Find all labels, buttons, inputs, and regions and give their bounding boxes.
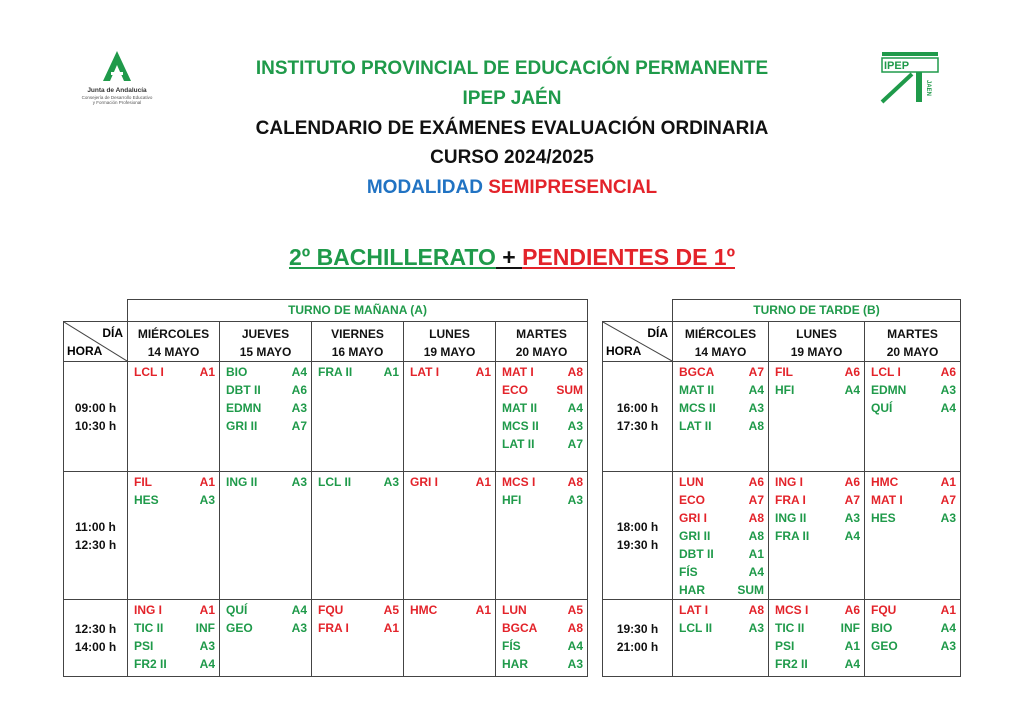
exam-room: A8 — [748, 603, 764, 617]
exam-room: A7 — [291, 419, 307, 433]
exam-subject: GRI I — [410, 475, 439, 489]
exam-entry — [220, 473, 311, 491]
exam-room: A1 — [940, 603, 956, 617]
exam-subject: BIO — [226, 365, 248, 379]
afternoon-day-date: 20 MAYO — [886, 345, 939, 359]
exam-room: INF — [195, 621, 215, 635]
exam-entry — [404, 363, 495, 381]
exam-room: A1 — [199, 603, 215, 617]
exam-room: A6 — [748, 475, 764, 489]
morning-slot-row — [64, 600, 588, 677]
exam-subject: FRA I — [318, 621, 349, 635]
morning-time-end: 12:30 h — [74, 537, 117, 552]
afternoon-exam-cell — [673, 472, 769, 600]
ipep-logo-text: IPEP — [884, 60, 910, 72]
exam-entry — [673, 563, 768, 581]
exam-subject: LUN — [679, 475, 704, 489]
exam-entry — [673, 417, 768, 435]
afternoon-corner — [603, 322, 672, 361]
course-year: CURSO 2024/2025 — [430, 147, 594, 168]
exam-entry — [769, 527, 864, 545]
exam-entry — [496, 473, 587, 491]
exam-entry — [865, 363, 960, 381]
exam-subject: QUÍ — [871, 401, 893, 415]
exam-entry — [496, 381, 587, 399]
afternoon-slot-row — [603, 362, 961, 472]
exam-entry — [404, 601, 495, 619]
morning-day-date: 20 MAYO — [515, 345, 568, 359]
exam-room: A1 — [475, 365, 491, 379]
afternoon-exam-cell — [673, 600, 769, 677]
exam-room: A4 — [748, 565, 764, 579]
exam-room: A4 — [748, 383, 764, 397]
exam-room: A6 — [291, 383, 307, 397]
morning-day-name: VIERNES — [331, 327, 384, 341]
exam-subject: ING II — [226, 475, 258, 489]
morning-exam-cell — [404, 472, 496, 600]
exam-subject: LCL I — [871, 365, 901, 379]
exam-entry — [673, 619, 768, 637]
exam-entry — [128, 363, 219, 381]
morning-day-header-row — [64, 322, 588, 362]
exam-subject: FÍS — [502, 639, 521, 653]
morning-exam-cell — [496, 600, 588, 677]
morning-exam-cell — [496, 362, 588, 472]
exam-subject: ING I — [775, 475, 804, 489]
exam-subject: EDMN — [226, 401, 262, 415]
subtitle-plus: + — [495, 244, 523, 270]
exam-entry — [673, 581, 768, 599]
morning-exam-cell — [404, 362, 496, 472]
exam-entry — [673, 363, 768, 381]
logo-left-sub2: y Formación Profesional — [92, 100, 142, 105]
exam-room: A3 — [567, 657, 583, 671]
morning-time-start: 12:30 h — [74, 622, 117, 636]
morning-corner — [64, 322, 127, 361]
exam-entry — [128, 655, 219, 673]
exam-subject: FÍS — [679, 565, 698, 579]
exam-subject: GEO — [871, 639, 898, 653]
exam-entry — [496, 399, 587, 417]
exam-room: A1 — [199, 365, 215, 379]
exam-room: A5 — [567, 603, 583, 617]
exam-subject: LCL I — [134, 365, 164, 379]
afternoon-turno-spacer — [603, 300, 673, 322]
exam-subject: LAT I — [410, 365, 440, 379]
exam-entry — [496, 491, 587, 509]
exam-room: A4 — [844, 383, 860, 397]
exam-entry — [865, 381, 960, 399]
afternoon-day-header — [865, 322, 961, 362]
exam-subject: GRI II — [226, 419, 258, 433]
subtitle-bachillerato: 2º BACHILLERATO — [288, 244, 496, 270]
exam-subject: EDMN — [871, 383, 907, 397]
exam-subject: MCS II — [502, 419, 539, 433]
morning-day-header — [312, 322, 404, 362]
morning-turno-row — [64, 300, 588, 322]
morning-exam-cell — [128, 600, 220, 677]
exam-room: A6 — [844, 365, 860, 379]
institution-title: INSTITUTO PROVINCIAL DE EDUCACIÓN PERMANENTE — [255, 58, 769, 79]
exam-entry — [220, 417, 311, 435]
exam-subject: LAT I — [679, 603, 709, 617]
morning-time-cell — [64, 362, 128, 472]
exam-room: A3 — [748, 401, 764, 415]
morning-day-date: 15 MAYO — [239, 345, 292, 359]
exam-room: A6 — [844, 475, 860, 489]
exam-entry — [673, 527, 768, 545]
exam-entry — [404, 473, 495, 491]
exam-entry — [220, 601, 311, 619]
exam-entry — [673, 601, 768, 619]
exam-entry — [769, 491, 864, 509]
exam-subject: BGCA — [502, 621, 538, 635]
morning-time-start: 11:00 h — [75, 519, 116, 534]
morning-exam-cell — [220, 362, 312, 472]
exam-entry — [496, 655, 587, 673]
exam-subject: DBT II — [679, 547, 714, 561]
exam-room: A1 — [844, 639, 860, 653]
exam-room: A1 — [199, 475, 215, 489]
morning-day-date: 16 MAYO — [331, 345, 384, 359]
exam-entry — [865, 619, 960, 637]
exam-room: A4 — [291, 365, 307, 379]
afternoon-exam-cell — [865, 472, 961, 600]
exam-room: A1 — [475, 475, 491, 489]
morning-day-name: MIÉRCOLES — [137, 327, 210, 341]
afternoon-exam-cell — [769, 472, 865, 600]
exam-subject: MCS II — [679, 401, 716, 415]
exam-entry — [220, 363, 311, 381]
exam-entry — [220, 399, 311, 417]
afternoon-exam-cell — [865, 362, 961, 472]
morning-turno-spacer — [64, 300, 128, 322]
exam-room: A8 — [567, 365, 583, 379]
afternoon-day-header — [769, 322, 865, 362]
exam-entry — [312, 619, 403, 637]
exam-entry — [128, 619, 219, 637]
exam-subject: MCS I — [775, 603, 809, 617]
exam-entry — [769, 601, 864, 619]
morning-exam-cell — [312, 472, 404, 600]
exam-subject: FRA I — [775, 493, 806, 507]
afternoon-time-cell — [603, 362, 673, 472]
exam-entry — [769, 637, 864, 655]
exam-entry — [220, 619, 311, 637]
exam-subject: GRI II — [679, 529, 711, 543]
exam-subject: PSI — [775, 639, 795, 653]
exam-room: A3 — [844, 511, 860, 525]
exam-entry — [865, 473, 960, 491]
exam-room: A8 — [748, 419, 764, 433]
exam-subject: GRI I — [679, 511, 708, 525]
morning-exam-cell — [128, 472, 220, 600]
morning-slot-row — [64, 472, 588, 600]
exam-subject: MAT II — [502, 401, 538, 415]
exam-subject: LAT II — [679, 419, 712, 433]
morning-corner-hora: HORA — [67, 344, 103, 358]
exam-subject: DBT II — [226, 383, 261, 397]
morning-corner-cell — [64, 322, 128, 362]
exam-room: A5 — [383, 603, 399, 617]
exam-subject: PSI — [134, 639, 154, 653]
exam-subject: QUÍ — [226, 603, 248, 617]
calendar-title: CALENDARIO DE EXÁMENES EVALUACIÓN ORDINARIA — [255, 118, 769, 139]
exam-entry — [673, 381, 768, 399]
exam-entry — [673, 509, 768, 527]
afternoon-time-end: 19:30 h — [616, 537, 659, 552]
exam-room: A3 — [291, 475, 307, 489]
exam-room: A3 — [567, 419, 583, 433]
exam-entry — [496, 435, 587, 453]
exam-room: A3 — [199, 639, 215, 653]
morning-day-header — [496, 322, 588, 362]
exam-subject: FRA II — [318, 365, 353, 379]
afternoon-exam-cell — [865, 600, 961, 677]
exam-entry — [496, 619, 587, 637]
afternoon-time-cell — [603, 600, 673, 677]
exam-subject: TIC II — [134, 621, 164, 635]
exam-subject: FIL — [134, 475, 152, 489]
exam-subject: TIC II — [775, 621, 805, 635]
afternoon-slot-row — [603, 472, 961, 600]
exam-room: A3 — [199, 493, 215, 507]
exam-room: A8 — [567, 621, 583, 635]
afternoon-time-end: 21:00 h — [616, 640, 659, 654]
exam-entry — [673, 399, 768, 417]
exam-subject: MAT II — [679, 383, 715, 397]
exam-room: A7 — [748, 365, 764, 379]
afternoon-turno-row — [603, 300, 961, 322]
exam-entry — [673, 491, 768, 509]
afternoon-corner-cell — [603, 322, 673, 362]
exam-subject: LCL II — [679, 621, 713, 635]
exam-subject: ING I — [134, 603, 163, 617]
exam-room: A8 — [567, 475, 583, 489]
exam-room: A3 — [291, 621, 307, 635]
exam-entry — [496, 417, 587, 435]
exam-entry — [769, 655, 864, 673]
afternoon-day-name: LUNES — [796, 327, 837, 341]
exam-subject: BGCA — [679, 365, 715, 379]
exam-room: A4 — [940, 621, 956, 635]
exam-entry — [865, 491, 960, 509]
exam-entry — [865, 399, 960, 417]
institution-short: IPEP JAÉN — [462, 88, 562, 109]
afternoon-corner-hora: HORA — [606, 344, 642, 358]
afternoon-corner-dia: DÍA — [647, 326, 668, 340]
exam-subject: HES — [134, 493, 159, 507]
exam-entry — [865, 601, 960, 619]
exam-entry — [769, 619, 864, 637]
exam-room: A4 — [844, 529, 860, 543]
exam-subject: FRA II — [775, 529, 810, 543]
afternoon-day-name: MARTES — [887, 327, 938, 341]
morning-turno-header: TURNO DE MAÑANA (A) — [128, 300, 588, 322]
morning-slot-row — [64, 362, 588, 472]
exam-room: A3 — [567, 493, 583, 507]
exam-room: A4 — [567, 401, 583, 415]
exam-entry — [312, 473, 403, 491]
morning-day-header — [220, 322, 312, 362]
subtitle-pendientes: PENDIENTES DE 1º — [522, 244, 735, 270]
exam-entry — [865, 637, 960, 655]
exam-room: A3 — [940, 511, 956, 525]
exam-room: A1 — [940, 475, 956, 489]
afternoon-time-end: 17:30 h — [616, 418, 659, 433]
exam-room: A3 — [291, 401, 307, 415]
exam-entry — [496, 637, 587, 655]
morning-day-name: LUNES — [429, 327, 470, 341]
exam-subject: HAR — [679, 583, 705, 597]
afternoon-time-start: 16:00 h — [616, 400, 659, 415]
morning-schedule-table — [63, 299, 588, 677]
afternoon-day-date: 14 MAYO — [694, 345, 747, 359]
exam-subject: ECO — [679, 493, 706, 507]
exam-room: A3 — [940, 639, 956, 653]
modalidad-line — [0, 176, 1024, 199]
exam-room: A3 — [940, 383, 956, 397]
afternoon-turno-header: TURNO DE TARDE (B) — [673, 300, 961, 322]
exam-subject: HMC — [410, 603, 438, 617]
exam-room: A4 — [199, 657, 215, 671]
exam-subject: HFI — [775, 383, 795, 397]
exam-room: A7 — [940, 493, 956, 507]
exam-room: A6 — [940, 365, 956, 379]
morning-day-name: JUEVES — [241, 327, 290, 341]
exam-subject: FQU — [871, 603, 897, 617]
exam-entry — [865, 509, 960, 527]
exam-room: INF — [840, 621, 860, 635]
morning-time-end: 10:30 h — [74, 418, 117, 433]
exam-subject: MCS I — [502, 475, 536, 489]
exam-entry — [128, 491, 219, 509]
afternoon-exam-cell — [769, 600, 865, 677]
exam-subject: GEO — [226, 621, 253, 635]
exam-subject: HFI — [502, 493, 522, 507]
exam-subject: FR2 II — [775, 657, 808, 671]
exam-room: A7 — [748, 493, 764, 507]
exam-subject: HAR — [502, 657, 528, 671]
morning-day-date: 14 MAYO — [147, 345, 200, 359]
exam-subject: ECO — [502, 383, 529, 397]
afternoon-time-start: 18:00 h — [616, 519, 659, 534]
exam-room: SUM — [556, 383, 583, 397]
afternoon-slot-row — [603, 600, 961, 677]
afternoon-day-header-row — [603, 322, 961, 362]
afternoon-day-date: 19 MAYO — [790, 345, 843, 359]
logo-left-sub1: Consejería de Desarrollo Educativo — [81, 95, 153, 100]
morning-time-end: 14:00 h — [74, 640, 117, 654]
exam-subject: FQU — [318, 603, 344, 617]
morning-time-cell — [64, 600, 128, 677]
exam-entry — [312, 601, 403, 619]
exam-room: A4 — [844, 657, 860, 671]
exam-subject: FR2 II — [134, 657, 167, 671]
afternoon-exam-cell — [673, 362, 769, 472]
exam-subject: HMC — [871, 475, 899, 489]
exam-entry — [496, 601, 587, 619]
modalidad-value: SEMIPRESENCIAL — [488, 177, 658, 198]
exam-subject: HES — [871, 511, 896, 525]
exam-subject: FIL — [775, 365, 793, 379]
morning-day-header — [128, 322, 220, 362]
morning-time-cell — [64, 472, 128, 600]
morning-exam-cell — [312, 362, 404, 472]
exam-subject: LUN — [502, 603, 527, 617]
exam-room: A1 — [383, 621, 399, 635]
exam-room: A7 — [567, 437, 583, 451]
exam-entry — [128, 601, 219, 619]
exam-entry — [769, 363, 864, 381]
exam-entry — [220, 381, 311, 399]
exam-entry — [496, 363, 587, 381]
exam-subject: ING II — [775, 511, 807, 525]
exam-room: A1 — [475, 603, 491, 617]
exam-room: A3 — [748, 621, 764, 635]
modalidad-label: MODALIDAD — [366, 177, 483, 198]
afternoon-day-header — [673, 322, 769, 362]
afternoon-exam-cell — [769, 362, 865, 472]
morning-exam-cell — [496, 472, 588, 600]
exam-entry — [673, 545, 768, 563]
exam-room: SUM — [737, 583, 764, 597]
exam-entry — [673, 473, 768, 491]
exam-room: A4 — [291, 603, 307, 617]
exam-room: A4 — [567, 639, 583, 653]
morning-exam-cell — [128, 362, 220, 472]
morning-exam-cell — [312, 600, 404, 677]
exam-room: A4 — [940, 401, 956, 415]
morning-corner-dia: DÍA — [102, 326, 123, 340]
exam-room: A8 — [748, 529, 764, 543]
exam-room: A1 — [748, 547, 764, 561]
morning-day-name: MARTES — [516, 327, 567, 341]
exam-subject: LCL II — [318, 475, 352, 489]
exam-entry — [128, 637, 219, 655]
afternoon-schedule-table — [602, 299, 961, 677]
exam-room: A7 — [844, 493, 860, 507]
exam-subject: LAT II — [502, 437, 535, 451]
exam-room: A3 — [383, 475, 399, 489]
exam-room: A8 — [748, 511, 764, 525]
afternoon-day-name: MIÉRCOLES — [684, 327, 757, 341]
exam-subject: MAT I — [871, 493, 903, 507]
morning-exam-cell — [404, 600, 496, 677]
afternoon-time-start: 19:30 h — [616, 622, 659, 636]
exam-entry — [769, 509, 864, 527]
exam-entry — [128, 473, 219, 491]
morning-day-header — [404, 322, 496, 362]
morning-time-start: 09:00 h — [74, 400, 117, 415]
exam-room: A6 — [844, 603, 860, 617]
exam-entry — [769, 381, 864, 399]
exam-entry — [769, 473, 864, 491]
morning-exam-cell — [220, 472, 312, 600]
ipep-logo-vertical-text: JAEN — [925, 80, 931, 97]
exam-subject: MAT I — [502, 365, 534, 379]
exam-subject: BIO — [871, 621, 893, 635]
logo-left-name: Junta de Andalucía — [87, 87, 147, 94]
morning-exam-cell — [220, 600, 312, 677]
page-subtitle — [0, 244, 1024, 271]
afternoon-time-cell — [603, 472, 673, 600]
exam-room: A1 — [383, 365, 399, 379]
exam-entry — [312, 363, 403, 381]
morning-day-date: 19 MAYO — [423, 345, 476, 359]
